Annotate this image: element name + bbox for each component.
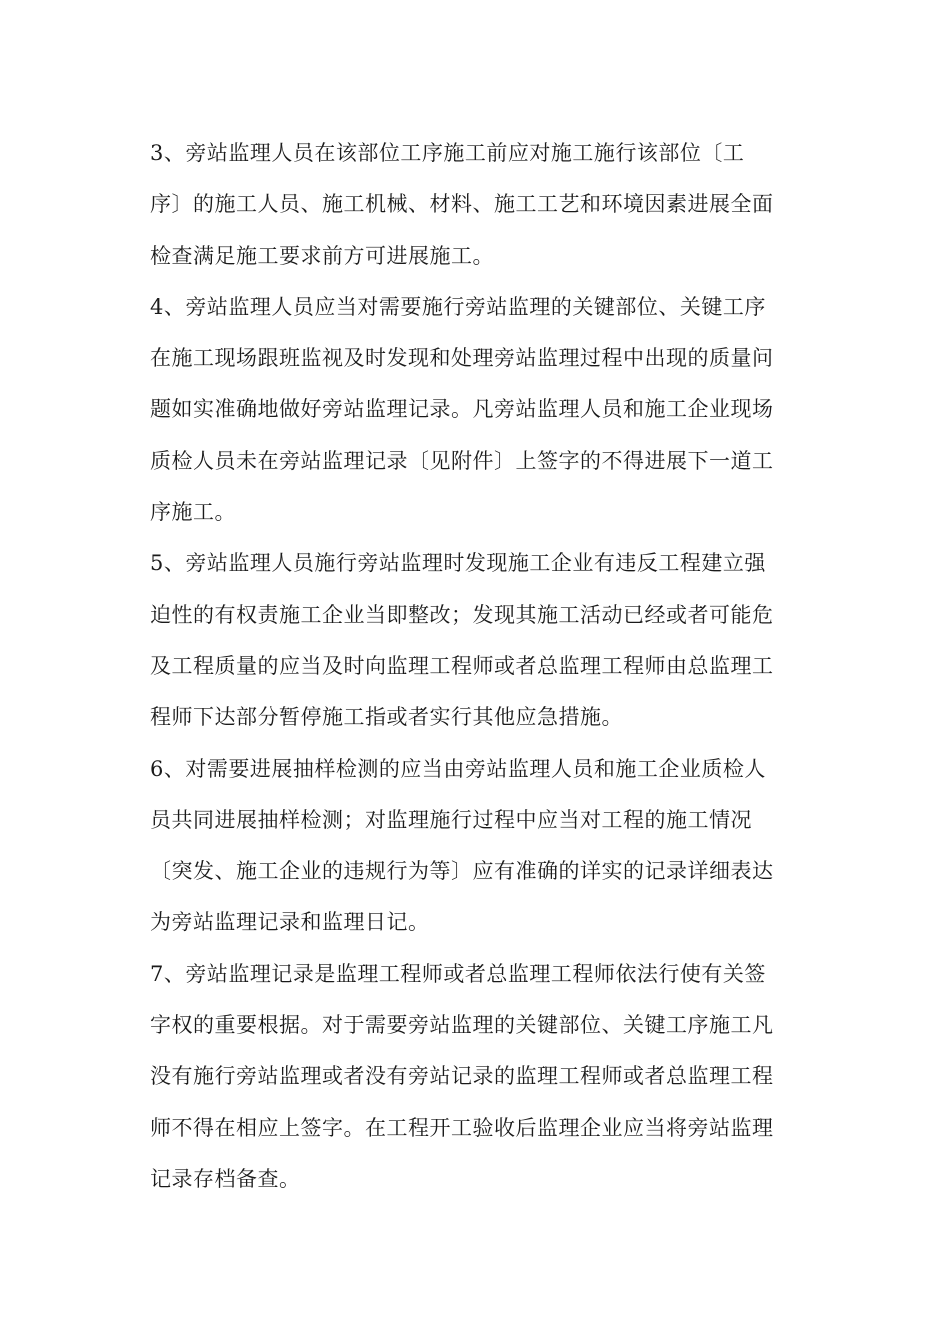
text-line: 序施工。 <box>150 500 236 525</box>
paragraph-7 <box>150 949 800 1205</box>
text-line: 5、旁站监理人员施行旁站监理时发现施工企业有违反工程建立强 <box>150 551 766 576</box>
text-line: 程师下达部分暂停施工指或者实行其他应急措施。 <box>150 705 623 730</box>
text-line: 字权的重要根据。对于需要旁站监理的关键部位、关键工序施工凡 <box>150 1013 774 1038</box>
text-line: 师不得在相应上签字。在工程开工验收后监理企业应当将旁站监理 <box>150 1115 774 1140</box>
text-line: 6、对需要进展抽样检测的应当由旁站监理人员和施工企业质检人 <box>150 756 766 781</box>
text-line: 质检人员未在旁站监理记录〔见附件〕上签字的不得进展下一道工 <box>150 448 774 473</box>
text-line: 4、旁站监理人员应当对需要施行旁站监理的关键部位、关键工序 <box>150 294 766 319</box>
document-body <box>150 128 800 1205</box>
text-line: 序〕的施工人员、施工机械、材料、施工工艺和环境因素进展全面 <box>150 192 774 217</box>
paragraph-4 <box>150 282 800 538</box>
text-line: 为旁站监理记录和监理日记。 <box>150 910 430 935</box>
text-line: 及工程质量的应当及时向监理工程师或者总监理工程师由总监理工 <box>150 653 774 678</box>
text-line: 在施工现场跟班监视及时发现和处理旁站监理过程中出现的质量问 <box>150 346 774 371</box>
text-line: 题如实准确地做好旁站监理记录。凡旁站监理人员和施工企业现场 <box>150 397 774 422</box>
text-line: 3、旁站监理人员在该部位工序施工前应对施工施行该部位〔工 <box>150 141 745 165</box>
paragraph-3 <box>150 128 800 282</box>
text-line: 迫性的有权责施工企业当即整改；发现其施工活动已经或者可能危 <box>150 602 774 627</box>
paragraph-6 <box>150 744 800 949</box>
text-line: 没有施行旁站监理或者没有旁站记录的监理工程师或者总监理工程 <box>150 1064 774 1089</box>
text-line: 7、旁站监理记录是监理工程师或者总监理工程师依法行使有关签 <box>150 961 766 986</box>
text-line: 员共同进展抽样检测；对监理施行过程中应当对工程的施工情况 <box>150 807 752 832</box>
text-line: 检查满足施工要求前方可进展施工。 <box>150 243 494 268</box>
text-line: 记录存档备查。 <box>150 1166 301 1191</box>
text-line: 〔突发、施工企业的违规行为等〕应有准确的详实的记录详细表达 <box>150 859 774 884</box>
paragraph-5 <box>150 538 800 743</box>
